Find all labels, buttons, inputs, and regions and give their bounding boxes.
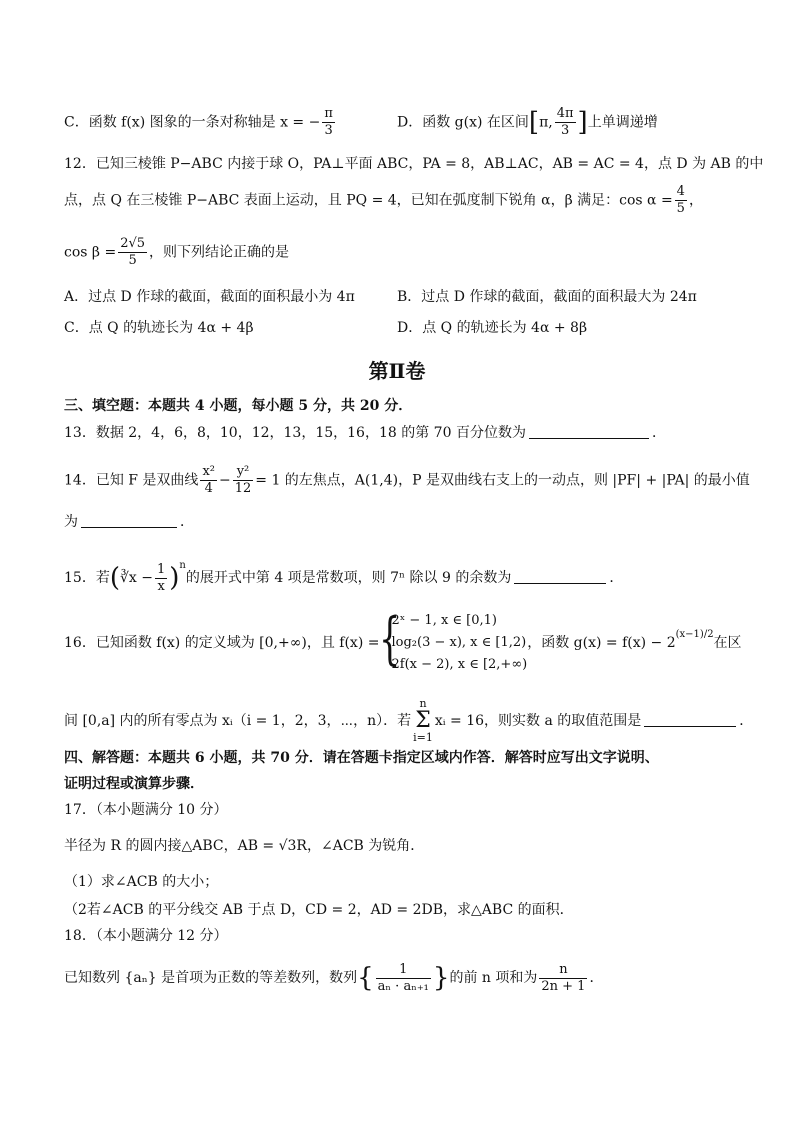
q16-line2 — [64, 698, 753, 744]
q16 — [64, 602, 742, 676]
right-brace: } — [432, 963, 450, 993]
fraction-denominator: 3 — [560, 123, 570, 138]
q16-exponent: (x−1)/2 — [675, 629, 714, 640]
q15-fraction — [155, 562, 167, 595]
q18-sum-fraction — [539, 962, 587, 995]
sum-lower: i=1 — [413, 731, 433, 744]
q18-stem — [64, 958, 603, 998]
section-title: 第Ⅱ卷 — [368, 359, 426, 383]
q18-fraction — [376, 962, 431, 995]
sum-upper: n — [419, 697, 427, 710]
fraction-numerator: 1 — [376, 962, 431, 979]
q16-prefix: 16．已知函数 f(x) 的定义域为 [0,+∞)，且 f(x) = — [64, 635, 380, 651]
left-paren: ( — [109, 563, 120, 593]
solve-heading-line2: 证明过程或演算步骤． — [64, 776, 204, 792]
left-bracket: [ — [528, 107, 540, 138]
fraction-numerator: x² — [202, 464, 215, 479]
fraction-denominator: 3 — [324, 123, 333, 138]
right-bracket: ] — [577, 107, 588, 138]
summation — [413, 698, 433, 744]
q11-d-fraction — [555, 106, 576, 139]
q12-stem-line2-text: 点，点 Q 在三棱锥 P−ABC 表面上运动，且 PQ = 4，已知在弧度制下锐角 α，β 满足：cos α = — [64, 192, 673, 209]
cos-alpha-fraction — [675, 184, 687, 217]
fraction-denominator: aₙ · aₙ₊₁ — [377, 978, 429, 994]
fraction-denominator: 5 — [128, 253, 137, 268]
hyperbola-y-fraction — [233, 464, 254, 497]
q11-option-d-suffix: 上单调递增 — [587, 114, 658, 131]
q16-suffix: 在区 — [713, 635, 742, 651]
q12-option-b: B．过点 D 作球的截面，截面的面积最大为 24π — [397, 289, 697, 305]
q18-end: ． — [589, 970, 604, 986]
fraction-numerator: 4π — [556, 106, 574, 121]
q14-line2 — [64, 512, 194, 532]
q14-end: ． — [180, 514, 194, 530]
q16-line2-prefix: 间 [0,a] 内的所有零点为 xᵢ（i = 1，2，3，⋯，n）．若 — [64, 713, 412, 729]
fraction-denominator: 12 — [234, 481, 252, 496]
q12-line2-end: ， — [688, 192, 703, 209]
q12-stem-line1: 12．已知三棱锥 P−ABC 内接于球 O，PA⊥平面 ABC，PA = 8，AB⊥AC，AB = AC = 4，点 D 为 AB 的中 — [64, 156, 764, 172]
q18-mid: 的前 n 项和为 — [449, 970, 538, 986]
q17-part2: （2若∠ACB 的平分线交 AB 于点 D，CD = 2，AD = 2DB，求△ABC 的面积． — [64, 902, 574, 918]
piecewise-case-2: log₂(3 − x), x ∈ [1,2) — [391, 635, 527, 650]
q14-line2-text: 为 — [64, 514, 78, 530]
q11-option-d — [397, 106, 658, 139]
q17-part1: （1）求∠ACB 的大小； — [64, 874, 219, 890]
fraction-denominator: 4 — [204, 481, 213, 496]
fraction-numerator: 2√5 — [120, 236, 146, 251]
q13-end: ． — [651, 425, 666, 441]
q15 — [64, 556, 623, 595]
q18-prefix: 已知数列 {aₙ} 是首项为正数的等差数列，数列 — [64, 970, 358, 986]
q15-prefix: 15．若 — [64, 570, 110, 586]
left-brace: { — [357, 963, 374, 993]
minus-sign: − — [218, 472, 231, 489]
q12-option-c: C．点 Q 的轨迹长为 4α + 4β — [64, 320, 254, 336]
fill-in-heading: 三、填空题：本题共 4 小题，每小题 5 分，共 20 分． — [64, 398, 413, 414]
fraction-numerator: y² — [233, 464, 254, 481]
q16-end: ． — [739, 713, 754, 729]
interval-left: π, — [539, 114, 553, 131]
q12-option-d: D．点 Q 的轨迹长为 4α + 8β — [397, 320, 588, 336]
fraction-denominator: x — [157, 578, 165, 594]
piecewise-system — [379, 607, 528, 676]
cube-root-expr: ∛x − — [119, 570, 153, 586]
q11-c-fraction — [322, 106, 335, 139]
answer-blank[interactable] — [644, 712, 736, 727]
piecewise-case-3: 2f(x − 2), x ∈ [2,+∞) — [391, 657, 528, 672]
q11-option-c-text: C．函数 f(x) 图象的一条对称轴是 x = − — [64, 114, 321, 131]
q12-option-a: A．过点 D 作球的截面，截面的面积最小为 4π — [64, 289, 355, 305]
cos-beta-label: cos β = — [64, 244, 117, 261]
q15-suffix: 的展开式中第 4 项是常数项，则 7ⁿ 除以 9 的余数为 — [185, 570, 512, 586]
solve-heading-line1: 四、解答题：本题共 6 小题，共 70 分．请在答题卡指定区域内作答．解答时应写出文字说明、 — [64, 750, 659, 766]
q18-title: 18．（本小题满分 12 分） — [64, 928, 228, 944]
fraction-numerator: 4 — [676, 184, 685, 199]
fraction-numerator: n — [539, 962, 587, 979]
q16-line2-mid: xᵢ = 16，则实数 a 的取值范围是 — [434, 713, 642, 729]
answer-blank[interactable] — [81, 513, 177, 528]
q14 — [64, 464, 750, 497]
q14-mid: = 1 的左焦点，A(1,4)，P 是双曲线右支上的一动点，则 |PF| + |PA| 的最小值 — [255, 472, 750, 489]
fraction-denominator: 5 — [676, 201, 685, 216]
brace-icon: { — [379, 607, 401, 672]
q14-prefix: 14．已知 F 是双曲线 — [64, 472, 199, 489]
hyperbola-x-fraction — [200, 464, 217, 497]
q15-exponent: n — [179, 560, 186, 571]
q12-stem-line3 — [64, 236, 289, 269]
q13 — [64, 423, 666, 443]
answer-blank[interactable] — [514, 569, 606, 584]
piecewise-case-1: 2ˣ − 1, x ∈ [0,1) — [391, 613, 497, 628]
q17-title: 17．（本小题满分 10 分） — [64, 802, 228, 818]
sigma-icon: Σ — [415, 708, 431, 733]
q17-stem: 半径为 R 的圆内接△ABC，AB = √3R，∠ACB 为锐角． — [64, 838, 425, 854]
q12-stem-line2 — [64, 184, 703, 217]
q11-option-d-text: D．函数 g(x) 在区间 — [397, 114, 529, 131]
cos-beta-fraction — [118, 236, 147, 269]
fraction-numerator: 1 — [156, 561, 166, 577]
q13-text: 13．数据 2，4，6，8，10，12，13，15，16，18 的第 70 百分位数为 — [64, 425, 526, 441]
q16-mid: ，函数 g(x) = f(x) − 2 — [527, 635, 676, 651]
q15-end: ． — [609, 570, 624, 586]
fraction-denominator: 2n + 1 — [541, 978, 586, 994]
q11-option-c — [64, 106, 337, 139]
answer-blank[interactable] — [529, 424, 649, 439]
q12-stem-line3-suffix: ，则下列结论正确的是 — [149, 244, 290, 261]
right-paren: ) — [169, 563, 180, 593]
fraction-numerator: π — [324, 106, 333, 121]
